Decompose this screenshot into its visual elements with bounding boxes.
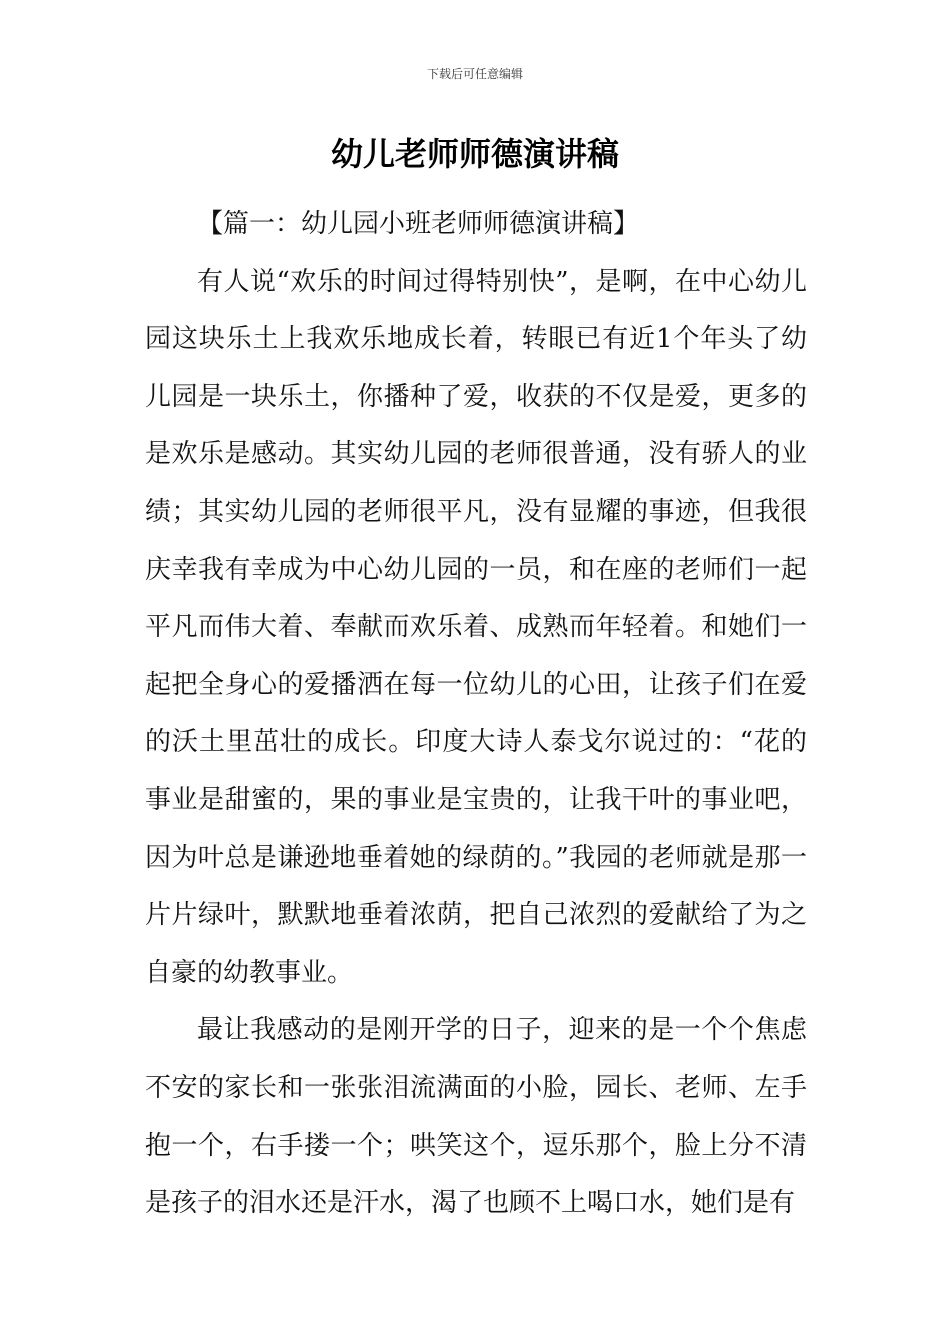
- header-note: 下载后可任意编辑: [426, 67, 523, 81]
- paragraph-1: 有人说“欢乐的时间过得特别快”，是啊，在中心幼儿园这块乐土上我欢乐地成长着，转眼已有近1个年头了幼儿园是一块乐土，你播种了爱，收获的不仅是爱，更多的是欢乐是感动。其实幼儿园的老师很普通，没有骄人的业绩；其实幼儿园的老师很平凡，没有显耀的事迹，但我很庆幸我有幸成为中心幼儿园的一员，和在座的老师们一起平凡而伟大着、奉献而欢乐着、成熟而年轻着。和她们一起把全身心的爱播洒在每一位幼儿的心田，让孩子们在爱的沃土里茁壮的成长。印度大诗人泰戈尔说过的：“花的事业是甜蜜的，果的事业是宝贵的，让我干叶的事业吧，因为叶总是谦逊地垂着她的绿荫的。”我园的老师就是那一片片绿叶，默默地垂着浓荫，把自己浓烈的爱献给了为之自豪的幼教事业。: [145, 266, 807, 988]
- document-body: [145, 196, 807, 1233]
- section-heading: 【篇一：幼儿园小班老师师德演讲稿】: [197, 209, 640, 239]
- document-title: 幼儿老师师德演讲稿: [330, 135, 619, 173]
- paragraph-2: 最让我感动的是刚开学的日子，迎来的是一个个焦虑不安的家长和一张张泪流满面的小脸，园长、老师、左手抱一个，右手搂一个；哄笑这个，逗乐那个，脸上分不清是孩子的泪水还是汗水，渴了也顾不上喝口水，她们是有: [145, 1015, 807, 1219]
